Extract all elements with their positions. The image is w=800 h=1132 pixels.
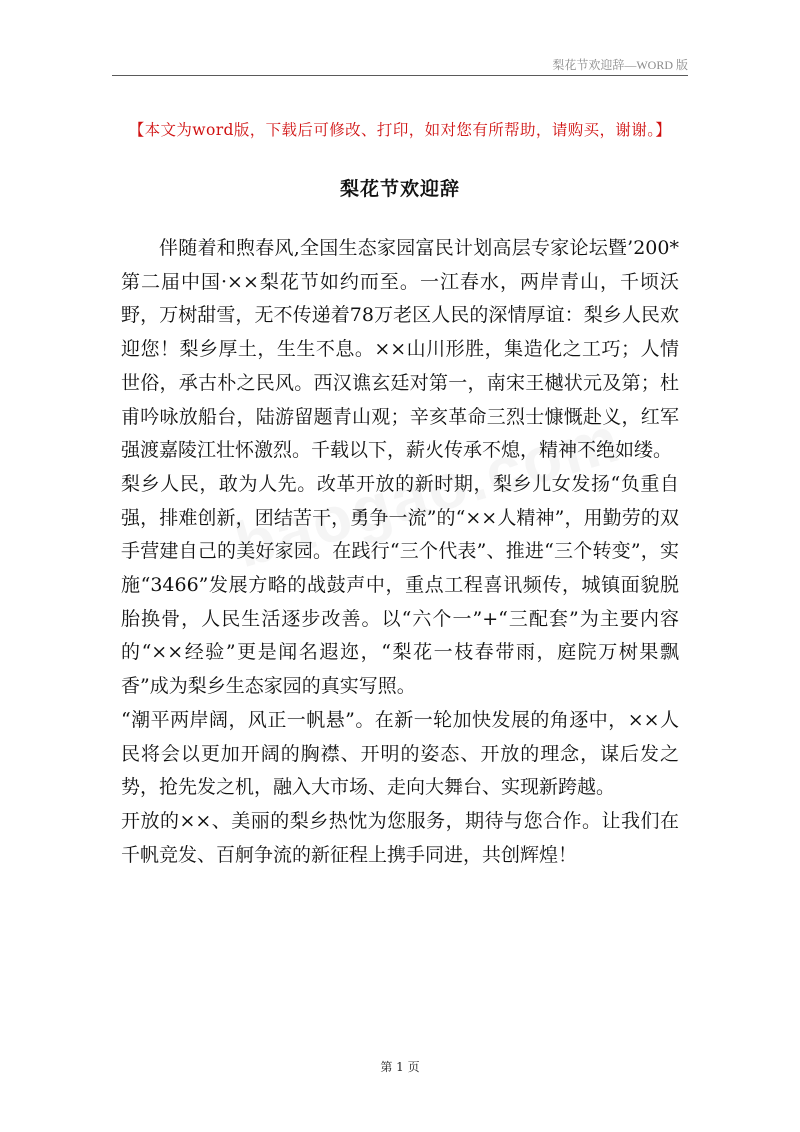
running-header: 梨花节欢迎辞—WORD 版: [552, 58, 688, 72]
paragraph-cooperation: 开放的××、美丽的梨乡热忱为您服务，期待与您合作。让我们在千帆竞发、百舸争流的新征程上携手同进，共创辉煌！: [121, 809, 679, 866]
paragraph-development: “潮平两岸阔，风正一帆悬”。在新一轮加快发展的角逐中，××人民将会以更加开阔的胸襟、开明的姿态、开放的理念，谋后发之势，抢先发之机，融入大市场、走向大舞台、实现新跨越。: [121, 708, 679, 799]
header-divider: [112, 75, 688, 76]
download-notice: 【本文为word版，下载后可修改、打印，如对您有所帮助，请购买，谢谢。】: [128, 121, 672, 139]
document-title: 梨花节欢迎辞: [339, 178, 460, 200]
page-number: 第 1 页: [380, 1060, 420, 1074]
paragraph-pioneers: 梨乡人民，敢为人先。改革开放的新时期，梨乡儿女发扬“负重自强，排难创新，团结苦干，勇争一流”的“××人精神”，用勤劳的双手营建自己的美好家园。在践行“三个代表”、推进“三个转变”，实施“3466”发展方略的战鼓声中，重点工程喜讯频传，城镇面貌脱胎换骨，人民生活逐步改善。以“六个一”+“三配套”为主要内容的“××经验”更是闻名遐迩，“梨花一枝春带雨，庭院万树果飘香”成为梨乡生态家园的真实写照。: [121, 472, 679, 698]
document-body: [121, 232, 679, 872]
paragraph-welcome: 伴随着和煦春风,全国生态家园富民计划高层专家论坛暨’200*第二届中国·××梨花节如约而至。一江春水，两岸青山，千顷沃野，万树甜雪，无不传递着78万老区人民的深情厚谊：梨乡人民欢迎您！梨乡厚土，生生不息。××山川形胜，集造化之工巧；人情世俗，承古朴之民风。西汉谯玄廷对第一，南宋王樾状元及第；杜甫吟咏放船台，陆游留题青山观；辛亥革命三烈士慷慨赴义，红军强渡嘉陵江壮怀激烈。千载以下，薪火传承不熄，精神不绝如缕。: [121, 237, 679, 462]
